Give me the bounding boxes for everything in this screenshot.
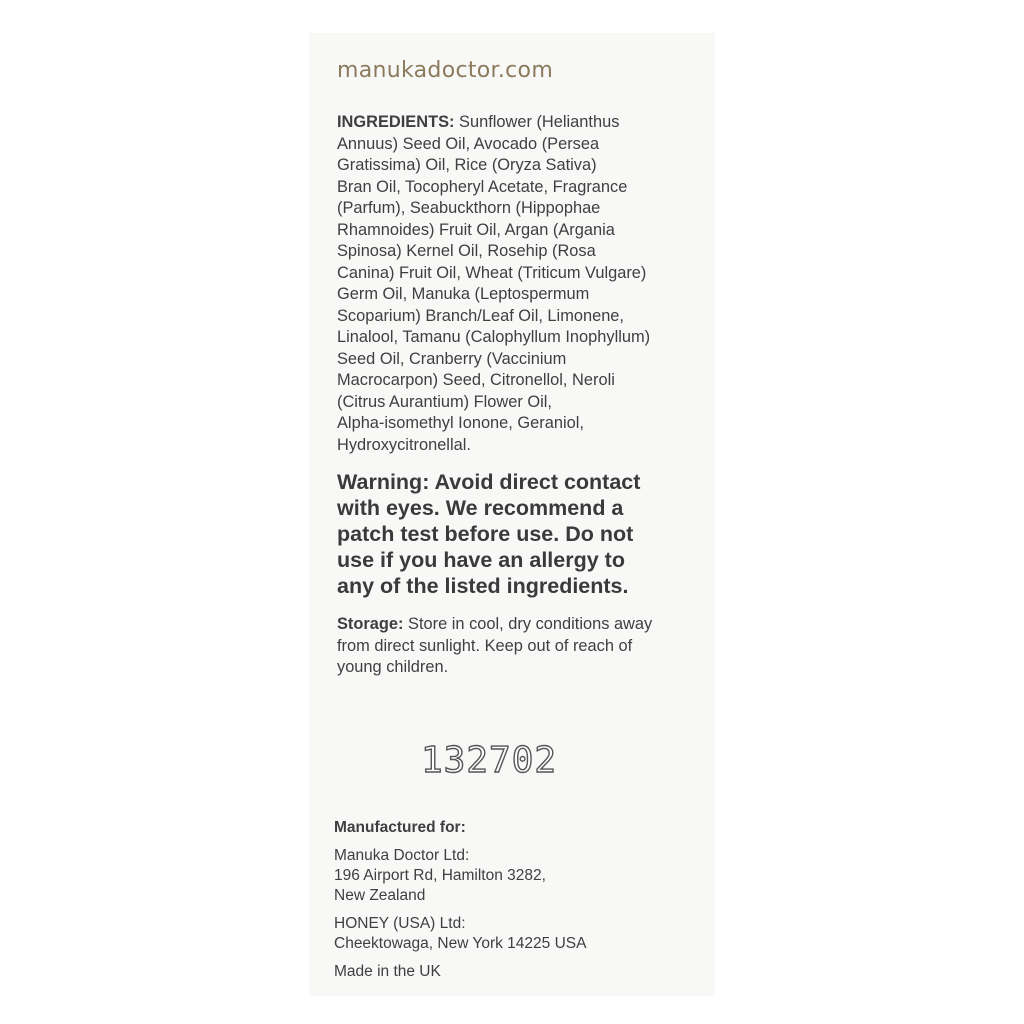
- storage-line: young children.: [337, 658, 449, 676]
- ingredients-line: Hydroxycitronellal.: [337, 435, 471, 454]
- ingredients-line: Spinosa) Kernel Oil, Rosehip (Rosa: [337, 242, 596, 260]
- ingredients-line: [337, 112, 707, 134]
- warning-section: [337, 469, 707, 599]
- spacer: [334, 954, 706, 962]
- ingredients-line: Germ Oil, Manuka (Leptospermum: [337, 285, 590, 303]
- ingredients-line: Gratissima) Oil, Rice (Oryza Sativa): [337, 156, 597, 174]
- website-url: manukadoctor.com: [337, 58, 554, 83]
- storage-line: from direct sunlight. Keep out of reach of: [337, 636, 633, 655]
- storage-section: [337, 614, 707, 679]
- spacer: [334, 838, 706, 846]
- warning-line: use if you have an allergy to: [337, 548, 625, 572]
- ingredients-line: Linalool, Tamanu (Calophyllum Inophyllum): [337, 328, 651, 346]
- manufacturer-address-line1: 196 Airport Rd, Hamilton 3282,: [334, 867, 546, 884]
- country-of-origin: Made in the UK: [334, 963, 441, 980]
- warning-line: Warning: Avoid direct contact: [337, 470, 641, 494]
- ingredients-line: Canina) Fruit Oil, Wheat (Triticum Vulgare): [337, 263, 647, 282]
- ingredients-line: Rhamnoides) Fruit Oil, Argan (Argania: [337, 220, 615, 239]
- warning-line: with eyes. We recommend a: [337, 496, 624, 520]
- ingredients-text: Sunflower (Helianthus: [454, 113, 620, 131]
- manufacturer-section: [334, 818, 706, 982]
- ingredients-line: Annuus) Seed Oil, Avocado (Persea: [337, 134, 600, 153]
- warning-line: patch test before use. Do not: [337, 522, 634, 546]
- ingredients-label: INGREDIENTS:: [337, 113, 455, 131]
- ingredients-line: Seed Oil, Cranberry (Vaccinium: [337, 349, 567, 368]
- manufacturer-company: Manuka Doctor Ltd:: [334, 847, 470, 864]
- ingredients-line: (Parfum), Seabuckthorn (Hippophae: [337, 199, 601, 217]
- lot-code: 132702: [421, 740, 558, 781]
- manufacturer-label: Manufactured for:: [334, 819, 466, 836]
- us-company: HONEY (USA) Ltd:: [334, 915, 466, 932]
- storage-label: Storage:: [337, 615, 404, 633]
- ingredients-line: Bran Oil, Tocopheryl Acetate, Fragrance: [337, 177, 628, 196]
- us-address: Cheektowaga, New York 14225 USA: [334, 935, 587, 952]
- ingredients-line: (Citrus Aurantium) Flower Oil,: [337, 392, 552, 411]
- storage-line: [337, 614, 707, 636]
- ingredients-section: [337, 112, 707, 456]
- ingredients-line: Alpha-isomethyl Ionone, Geraniol,: [337, 414, 584, 432]
- ingredients-line: Scoparium) Branch/Leaf Oil, Limonene,: [337, 306, 624, 325]
- ingredients-line: Macrocarpon) Seed, Citronellol, Neroli: [337, 371, 615, 389]
- manufacturer-address-line2: New Zealand: [334, 887, 426, 904]
- warning-line: any of the listed ingredients.: [337, 574, 629, 598]
- storage-text: Store in cool, dry conditions away: [403, 615, 653, 633]
- spacer: [334, 906, 706, 914]
